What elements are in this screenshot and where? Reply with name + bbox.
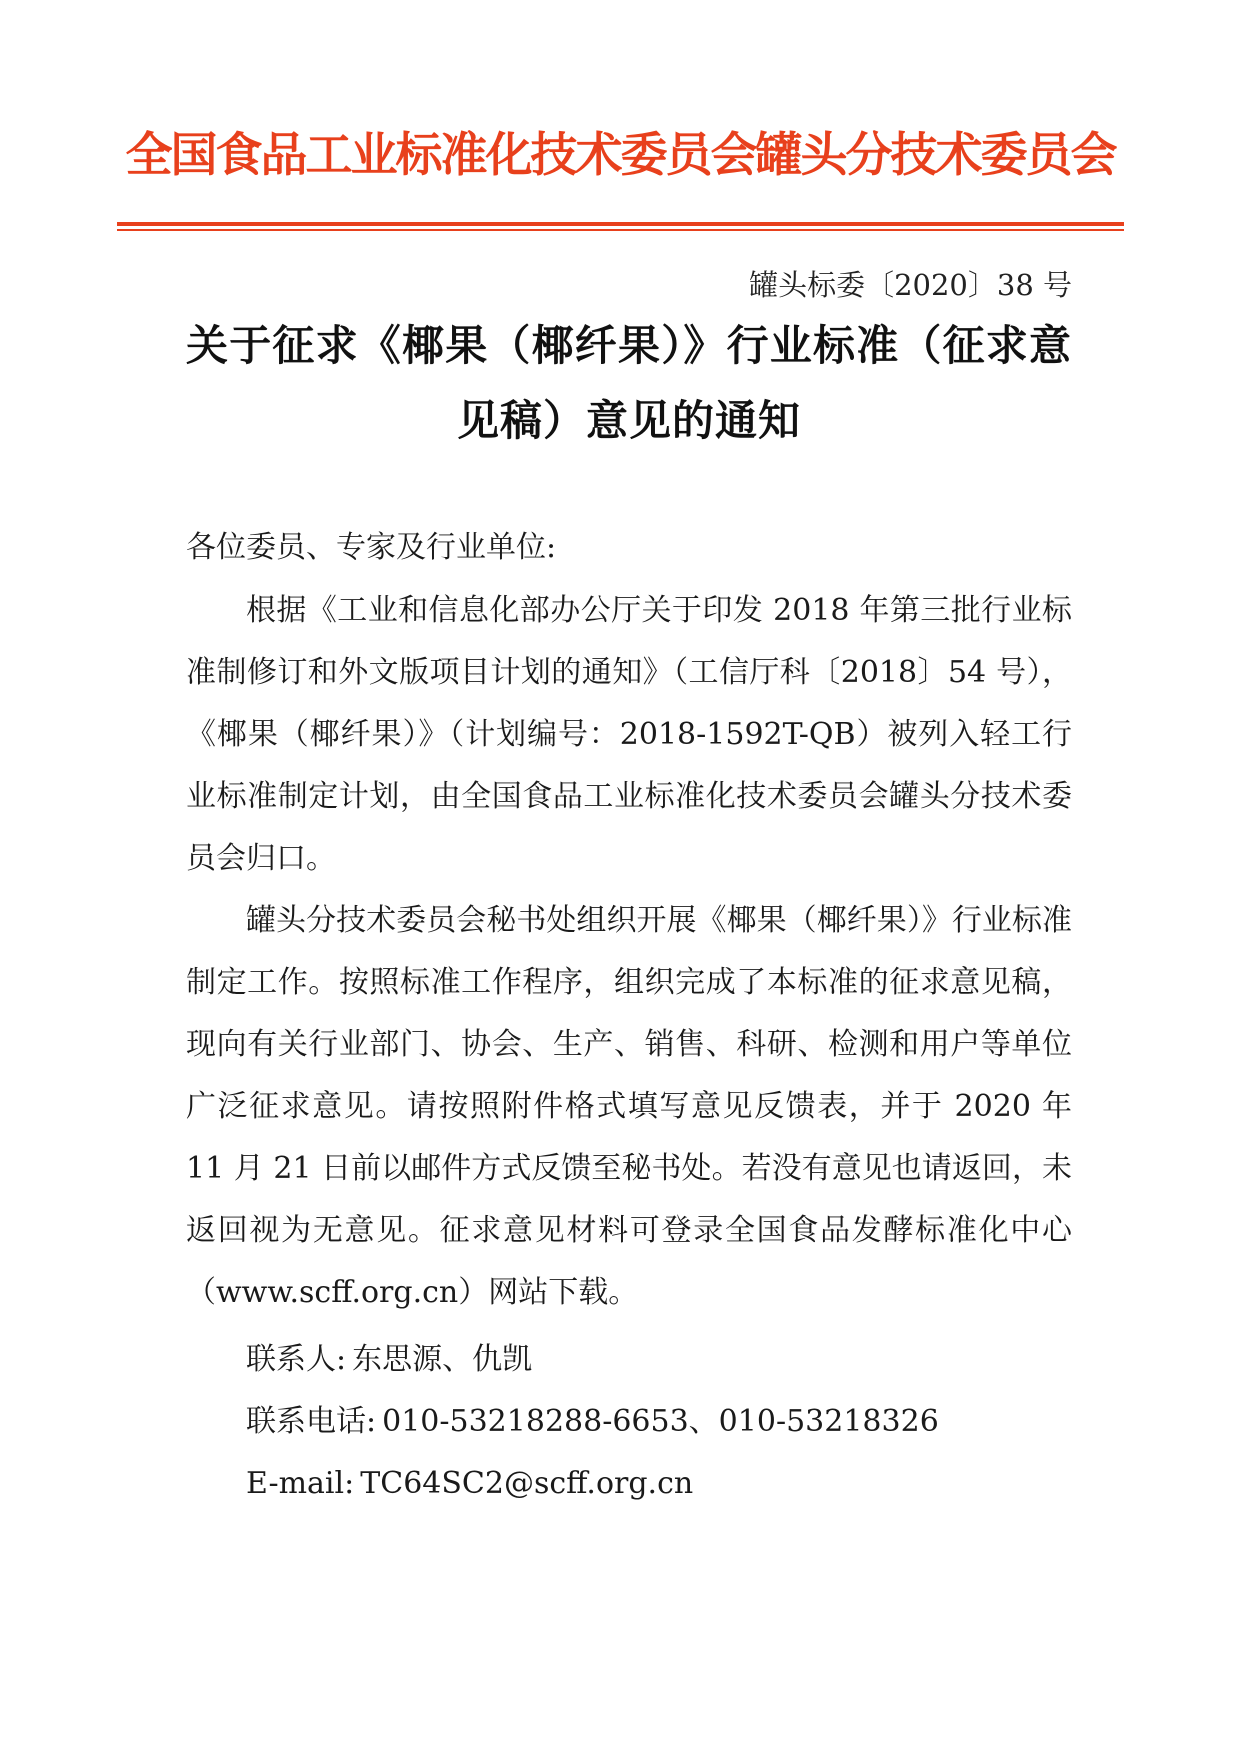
contact-phone-label: 联系电话: bbox=[246, 1404, 377, 1439]
body-paragraph-2: 罐头分技术委员会秘书处组织开展《椰果（椰纤果）》行业标准制定工作。按照标准工作程序，组织完成了本标准的征求意见稿，现向有关行业部门、协会、生产、销售、科研、检测和用户等单位广泛征求意见。请按照附件格式填写意见反馈表，并于 2020 年 11 月 21 日前以邮件方式反馈至秘书处。若没有意见也请返回，未返回视为无意见。征求意见材料可登录全国食品发酵标准化中心（www.scff.org.cn）网站下载。 bbox=[186, 903, 1072, 1310]
contact-phone bbox=[246, 1402, 939, 1442]
salutation: 各位委员、专家及行业单位: bbox=[186, 530, 557, 565]
letterhead-org-name: 全国食品工业标准化技术委员会罐头分技术委员会 bbox=[125, 128, 1116, 183]
contact-person bbox=[246, 1340, 532, 1380]
document-number: 罐头标委〔2020〕38 号 bbox=[749, 268, 1072, 302]
contact-person-label: 联系人: bbox=[246, 1342, 347, 1377]
contact-email-label: E-mail: bbox=[246, 1466, 355, 1501]
contact-email-value[interactable]: TC64SC2@scff.org.cn bbox=[360, 1466, 694, 1501]
document-title: 关于征求《椰果（椰纤果）》行业标准（征求意见稿）意见的通知 bbox=[186, 321, 1072, 445]
letterhead-divider-thin bbox=[117, 229, 1124, 231]
body-paragraph-1: 根据《工业和信息化部办公厅关于印发 2018 年第三批行业标准制修订和外文版项目计划的通知》（工信厅科〔2018〕54 号），《椰果（椰纤果）》（计划编号：2018-1592T-QB）被列入轻工行业标准制定计划，由全国食品工业标准化技术委员会罐头分技术委员会归口。 bbox=[186, 593, 1072, 876]
contact-phone-value: 010-53218288-6653、010-53218326 bbox=[382, 1404, 939, 1439]
letterhead-divider-thick bbox=[117, 222, 1124, 226]
contact-email bbox=[246, 1464, 693, 1504]
contact-person-value: 东思源、仇凯 bbox=[352, 1342, 533, 1377]
